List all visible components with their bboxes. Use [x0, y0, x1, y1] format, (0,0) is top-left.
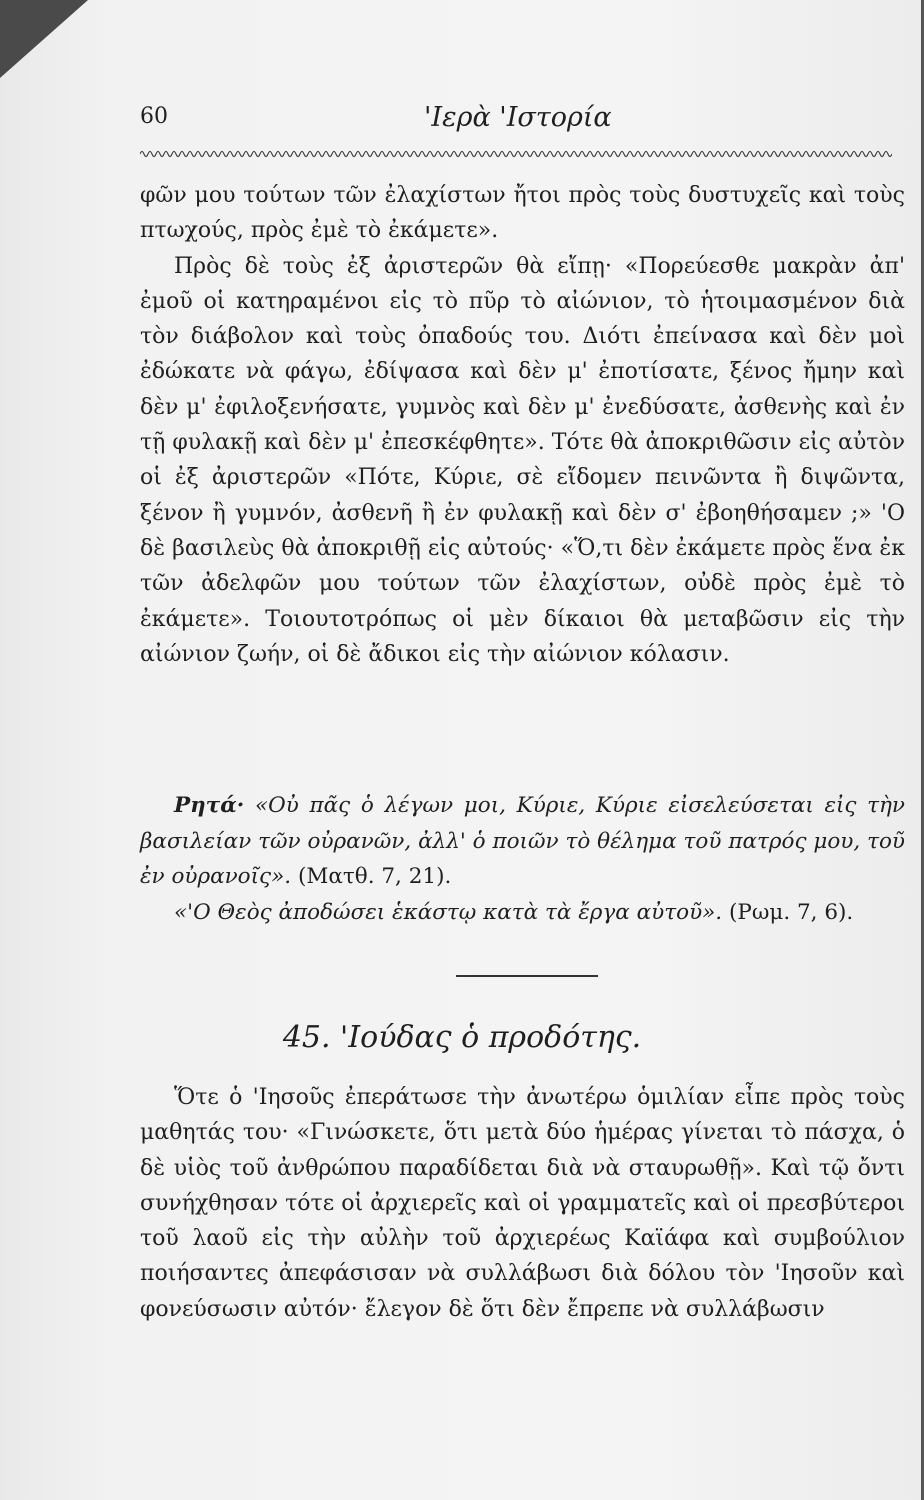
page-number: 60: [140, 104, 168, 129]
scan-corner-shadow: [0, 0, 88, 78]
main-text: [140, 178, 905, 672]
quotes-label: Ρητά·: [174, 793, 245, 818]
paragraph-judas: Ὅτε ὁ 'Ιησοῦς ἐπεράτωσε τὴν ἀνωτέρω ὁμιλίαν εἶπε πρὸς τοὺς μαθητάς του· «Γινώσκετε, ὅτι μετὰ δύο ἡμέρας γίνεται τὸ πάσχα, ὁ δὲ υἱὸς τοῦ ἀνθρώπου παραδίδεται διὰ νὰ σταυρωθῇ». Καὶ τῷ ὄντι συνήχθησαν τότε οἱ ἀρχιερεῖς καὶ οἱ γραμματεῖς καὶ οἱ πρεσβύτεροι τοῦ λαοῦ εἰς τὴν αὐλὴν τοῦ ἀρχιερέως Καϊάφα καὶ συμβούλιον ποιήσαντες ἀπεφάσισαν νὰ συλλάβωσι διὰ δόλου τὸν 'Ιησοῦν καὶ φονεύσωσιν αὐτόν· ἔλεγον δὲ ὅτι δὲν ἔπρεπε νὰ συλλάβωσιν: [140, 1085, 905, 1322]
quote-matthew-text: «Οὐ πᾶς ὁ λέγων μοι, Κύριε, Κύριε εἰσελεύσεται εἰς τὴν βασιλείαν τῶν οὐρανῶν, ἀλλ' ὁ ποιῶν τὸ θέλημα τοῦ πατρός μου, τοῦ ἐν οὐρανοῖς».: [140, 793, 905, 889]
quote-romans-text: «'Ο Θεὸς ἀποδώσει ἑκάστῳ κατὰ τὰ ἔργα αὐτοῦ».: [174, 899, 723, 925]
section-heading: 45. 'Ιούδας ὁ προδότης.: [282, 1020, 642, 1055]
section-text: [140, 1080, 905, 1327]
quote-matthew-reference: (Ματθ. 7, 21).: [297, 864, 452, 889]
section-divider: [456, 975, 598, 977]
running-title: 'Ιερὰ 'Ιστορία: [424, 102, 612, 133]
paragraph-continuation: φῶν μου τούτων τῶν ἐλαχίστων ἤτοι πρὸς τοὺς δυστυχεῖς καὶ τοὺς πτωχούς, πρὸς ἐμὲ τὸ ἐκάμετε».: [140, 183, 905, 244]
wavy-header-rule: [140, 146, 892, 162]
quotes-block: [140, 788, 905, 930]
paragraph-left-judgment: Πρὸς δὲ τοὺς ἐξ ἀριστερῶν θὰ εἴπῃ· «Πορεύεσθε μακρὰν ἀπ' ἐμοῦ οἱ κατηραμένοι εἰς τὸ πῦρ τὸ αἰώνιον, τὸ ἡτοιμασμένον διὰ τὸν διάβολον καὶ τοὺς ὀπαδούς του. Διότι ἐπείνασα καὶ δὲν μοὶ ἐδώκατε νὰ φάγω, ἐδίψασα καὶ δὲν μ' ἐποτίσατε, ξένος ἤμην καὶ δὲν μ' ἐφιλοξενήσατε, γυμνὸς καὶ δὲν μ' ἐνεδύσατε, ἀσθενὴς καὶ ἐν τῇ φυλακῇ καὶ δὲν μ' ἐπεσκέφθητε». Τότε θὰ ἀποκριθῶσιν εἰς αὐτὸν οἱ ἐξ ἀριστερῶν «Πότε, Κύριε, σὲ εἴδομεν πεινῶντα ἢ διψῶντα, ξένον ἢ γυμνόν, ἀσθενῆ ἢ ἐν φυλακῇ καὶ δὲν σ' ἐβοηθήσαμεν ;» 'Ο δὲ βασιλεὺς θὰ ἀποκριθῇ εἰς αὐτούς· «Ὅ,τι δὲν ἐκάμετε πρὸς ἕνα ἐκ τῶν ἀδελφῶν μου τούτων τῶν ἐλαχίστων, οὐδὲ πρὸς ἐμὲ τὸ ἐκάμετε». Τοιουτοτρόπως οἱ μὲν δίκαιοι θὰ μεταβῶσιν εἰς τὴν αἰώνιον ζωήν, οἱ δὲ ἄδικοι εἰς τὴν αἰώνιον κόλασιν.: [140, 253, 905, 667]
quote-romans-reference: (Ρωμ. 7, 6).: [728, 899, 854, 925]
